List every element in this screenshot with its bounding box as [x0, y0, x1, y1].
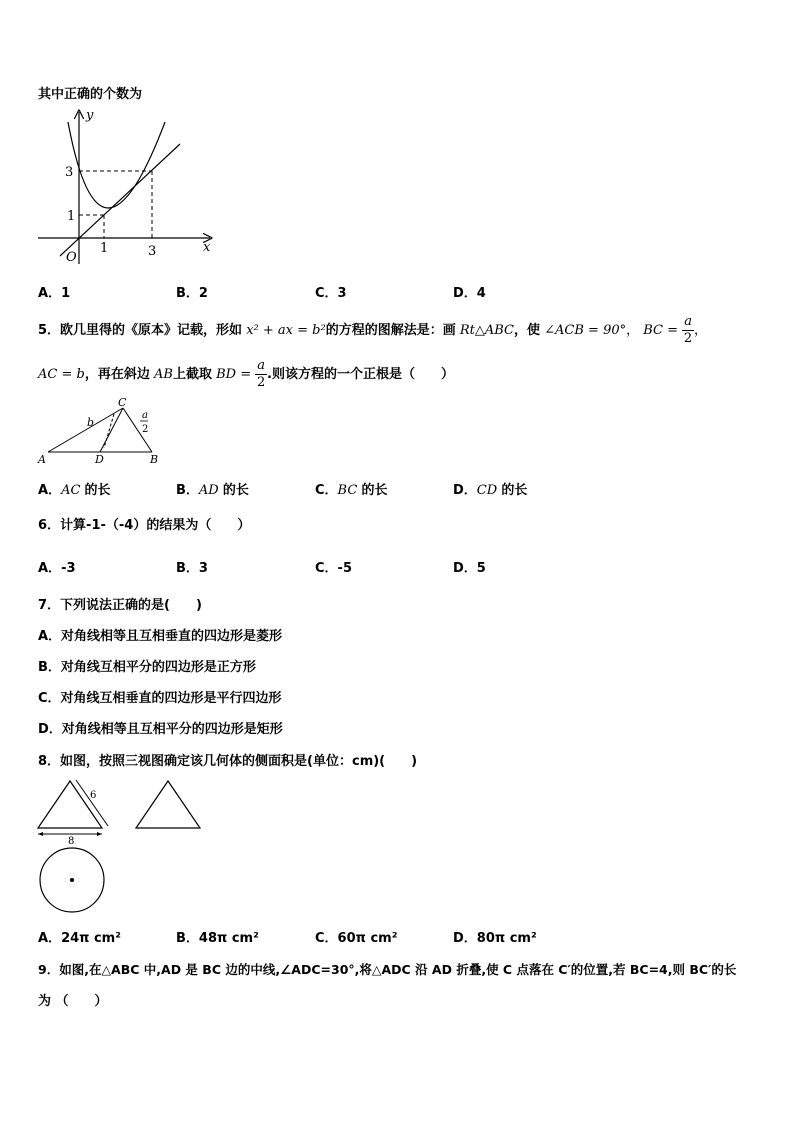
q4-option-d[interactable]: D．4: [453, 286, 486, 301]
parabola-curve: [68, 122, 165, 208]
q5-triangle-figure: [34, 396, 164, 466]
q5-stem-line1: 5．欧几里得的《原本》记载，形如 x² + ax = b²的方程的图解法是：画 Rt△ABC，使 ∠ACB = 90°， BC = $\frac{a}{2}$ ，: [38, 314, 707, 346]
svg-text:C: C: [118, 396, 127, 409]
q5-option-d[interactable]: D．CD 的长: [453, 483, 528, 498]
dim-slant-label: 6: [90, 790, 97, 801]
dim-base-label: 8: [68, 836, 75, 847]
q5-option-c[interactable]: C．BC 的长: [315, 483, 388, 498]
q4-function-graph: [30, 104, 230, 269]
q9-stem-line1: 9．如图,在△ABC 中,AD 是 BC 边的中线,∠ADC=30°,将△ADC 沿 AD 折叠,使 C 点落在 C′的位置,若 BC=4,则 BC′的长: [38, 962, 737, 977]
side-view-triangle: [136, 781, 200, 828]
x-axis-label: x: [203, 240, 211, 255]
q7-option-a[interactable]: A．对角线相等且互相垂直的四边形是菱形: [38, 629, 283, 644]
q4-option-b[interactable]: B．2: [176, 286, 208, 301]
q5-option-a[interactable]: A．AC 的长: [38, 483, 111, 498]
q6-stem: 6．计算-1-（-4）的结果为（ ）: [38, 518, 251, 533]
q8-option-d[interactable]: D．80π cm²: [453, 931, 537, 946]
q6-option-b[interactable]: B．3: [176, 561, 208, 576]
q8-three-views-figure: [32, 776, 212, 918]
q8-option-b[interactable]: B．48π cm²: [176, 931, 259, 946]
q8-option-a[interactable]: A．24π cm²: [38, 931, 121, 946]
q6-option-a[interactable]: A．-3: [38, 561, 76, 576]
q8-option-c[interactable]: C．60π cm²: [315, 931, 398, 946]
svg-text:a: a: [142, 410, 148, 421]
svg-text:D: D: [95, 453, 104, 466]
q5-stem-line2: AC = b，再在斜边 AB上截取 BD = $\frac{a}{2}$ .则该方程的一个正根是（ ）: [38, 358, 454, 390]
svg-text:b: b: [87, 416, 95, 429]
q9-stem-line2: 为 （ ）: [38, 994, 108, 1009]
tick-y-3: 3: [65, 165, 74, 180]
origin-label: O: [66, 250, 77, 265]
tick-y-1: 1: [67, 209, 76, 224]
tick-x-3: 3: [148, 244, 157, 259]
q4-tail-text: 其中正确的个数为: [38, 87, 143, 102]
q7-option-c[interactable]: C．对角线互相垂直的四边形是平行四边形: [38, 691, 282, 706]
svg-text:B: B: [150, 453, 159, 466]
q5-option-b[interactable]: B．AD 的长: [176, 483, 249, 498]
q8-stem: 8．如图，按照三视图确定该几何体的侧面积是(单位：cm)( ): [38, 754, 418, 769]
svg-text:2: 2: [142, 424, 149, 435]
q4-option-c[interactable]: C．3: [315, 286, 347, 301]
q6-option-d[interactable]: D．5: [453, 561, 486, 576]
tick-x-1: 1: [100, 241, 109, 256]
linear-function-line: [60, 144, 180, 256]
q4-option-a[interactable]: A．1: [38, 286, 71, 301]
y-axis-label: y: [86, 108, 94, 123]
svg-text:A: A: [38, 453, 46, 466]
q7-option-d[interactable]: D．对角线相等且互相平分的四边形是矩形: [38, 722, 283, 737]
q7-option-b[interactable]: B．对角线互相平分的四边形是正方形: [38, 660, 256, 675]
q7-stem: 7．下列说法正确的是( ): [38, 598, 202, 613]
q6-option-c[interactable]: C．-5: [315, 561, 352, 576]
